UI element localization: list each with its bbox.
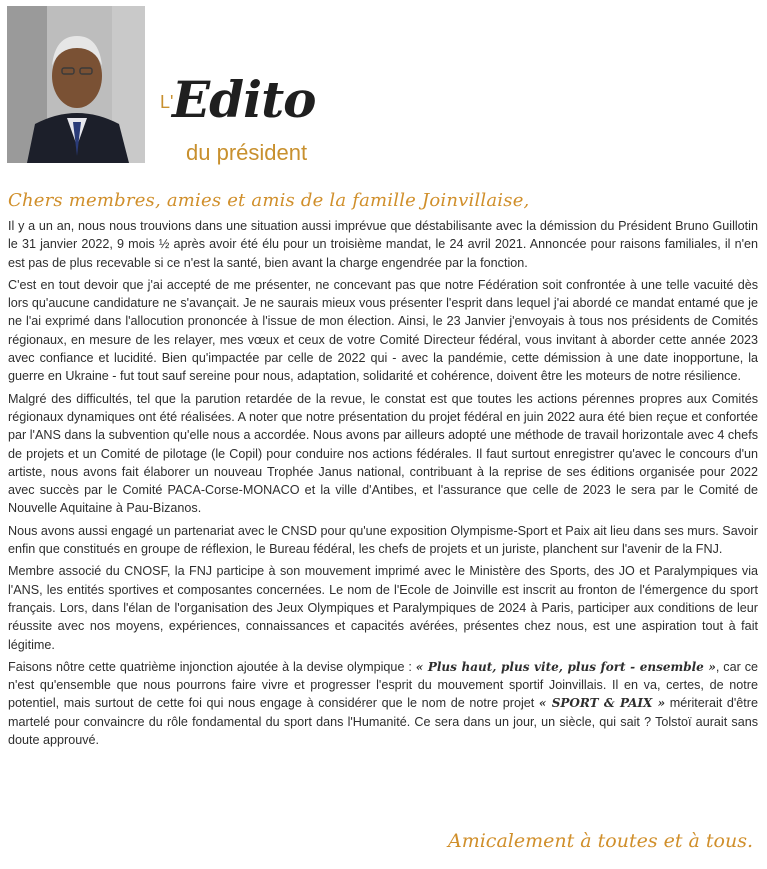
portrait-image [7,6,145,163]
paragraph-6-middle: , car ce n'est qu'ensemble que nous pourrons faire vivre et progresser l'esprit du mouvement sportif Joinvillais. Il en va, certes, de notre potentiel, mais surtout de cette foi qui nous engage à considérer que le nom de notre projet [8,659,758,711]
paragraph-5: Membre associé du CNOSF, la FNJ participe à son mouvement imprimé avec le Ministère des Sports, des JO et Paralympiques via l'ANS, les entités sportives et composantes concernées. Le nom de l'Ecole de Joinville est inscrit au fronton de l'émergence du sport français. Lors, dans l'élan de l'organisation des Jeux Olympiques et Paralympiques de 2024 à Paris, participer aux conditions de leur réussite avec nos moyens, expériences, connaissances et capacités avérées, présentes chez nous, est une aspiration tout à fait légitime. [8,564,758,652]
title-prefix: L' [160,92,174,112]
editorial-body [8,217,758,753]
paragraph-3: Malgré des difficultés, tel que la parution retardée de la revue, le constat est que toutes les actions pérennes propres aux Comités régionaux dynamiques ont été réalisées. A noter que notre présentation du projet fédéral en juin 2022 aura été bien reçue et confortée par l'ANS dans la subvention qu'elle nous a accordée. Nous avons par ailleurs adopté une méthode de travail horizontale avec 4 chefs de projets et un Comité de pilotage (le Copil) pour conduire nos actions fédérales. Il faut surtout enregistrer qu'avec le concours d'un artiste, nous avons fait élaborer un nouveau Trophée Janus national, contribuant à la reprise de ses éditions organisée pour 2022 avec succès par le Comité PACA-Corse-MONACO et la ville d'Antibes, et l'assurance que celle de 2023 le sera par le Comité de Nouvelle Aquitaine à Pau-Bizanos. [8,391,758,516]
paragraph-6 [8,658,758,749]
paragraph-6-before: Faisons nôtre cette quatrième injonction ajoutée à la devise olympique : [8,659,416,674]
project-name: « SPORT & PAIX » [538,696,666,711]
paragraph-6-after: mériterait d'être martelé pour convaincre du rôle fondamental du sport dans l'Humanité. Ce sera dans un jour, un siècle, qui sait ? Tolstoï aurait sans doute approuvé. [8,696,758,748]
paragraph-2: C'est en tout devoir que j'ai accepté de me présenter, ne concevant pas que notre Fédération soit confrontée à une telle vacuité dès lors qu'aucune candidature ne s'avançait. Je ne saurais mieux vous présenter l'esprit dans lequel j'ai abordé ce mandat entamé que je ne l'ai exprimé dans l'allocution prononcée à l'issue de mon élection. Ainsi, le 23 Janvier j'envoyais à tous nos présidents de Comités régionaux, en mesure de les relayer, mes vœux et ceux de votre Comité Directeur fédéral, vous invitant à aborder cette année 2023 avec confiance et lucidité. Bien qu'impactée par celle de 2022 qui - avec la pandémie, cette démission à une date inopportune, la guerre en Ukraine - fut tout sauf sereine pour nous, adaptation, solidarité et cohérence, doivent être les moteurs de notre résilience. [8,277,758,384]
edito-title [160,70,420,173]
closing-signature: Amicalement à toutes et à tous. [447,830,753,852]
paragraph-1: Il y a un an, nous nous trouvions dans une situation aussi imprévue que déstabilisante avec la démission du Président Bruno Guillotin le 31 janvier 2022, 9 mois ½ après avoir été élu pour un troisième mandat, le 24 avril 2021. Annoncée pour raisons familiales, il n'en est pas de plus recevable si ce n'est la santé, bien avant la charge engendrée par la fonction. [8,219,758,270]
title-subtitle: du président [186,140,308,165]
paragraph-4: Nous avons aussi engagé un partenariat avec le CNSD pour qu'une exposition Olympisme-Sport et Paix ait lieu dans ses murs. Savoir enfin que constitués en groupe de réflexion, le Bureau fédéral, les chefs de projets et un juriste, planchent sur l'avenir de la FNJ. [8,523,758,557]
title-main: Edito [172,70,316,129]
president-photo [7,6,145,163]
olympic-motto: « Plus haut, plus vite, plus fort - ensemble » [415,659,716,674]
salutation: Chers membres, amies et amis de la famille Joinvillaise, [8,190,530,211]
